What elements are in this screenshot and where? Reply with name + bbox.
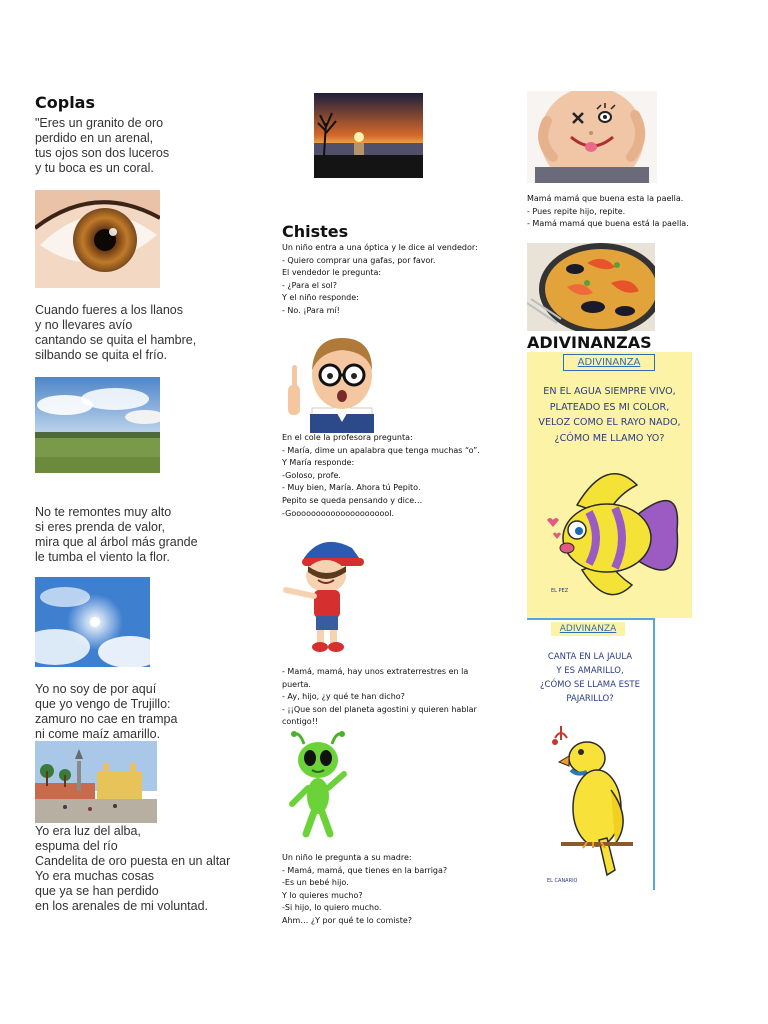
adivinanzas-title: ADIVINANZAS xyxy=(527,333,652,352)
copla-verse-3: No te remontes muy alto si eres prenda de valor, mira que al árbol más grande le tumba el viento la flor. xyxy=(35,505,198,564)
copla-verse-1: "Eres un granito de oro perdido en un arenal, tus ojos son dos luceros y tu boca es un coral. xyxy=(35,116,170,175)
riddle-fish-line-4: ¿CÓMO ME LLAMO YO? xyxy=(554,432,665,444)
riddle-fish-header: ADIVINANZA xyxy=(563,354,655,371)
field-photo xyxy=(35,377,160,473)
riddle-fish-caption: EL PEZ xyxy=(551,588,569,594)
paella-photo xyxy=(527,243,655,331)
copla-verse-2: Cuando fueres a los llanos y no llevares avío cantando se quita el hambre, silbando se quita el frío. xyxy=(35,303,197,362)
joke-5: Mamá mamá que buena esta la paella. - Pues repite hijo, repite. - Mamá mamá que buena está la paella. xyxy=(527,194,689,229)
riddle-canary-caption: EL CANARIO xyxy=(547,878,578,884)
glasses-boy-illustration xyxy=(282,330,380,433)
copla-verse-4: Yo no soy de por aquí que yo vengo de Trujillo: zamuro no cae en trampa ni come maíz amarillo. xyxy=(35,682,178,741)
belly-photo xyxy=(527,91,657,183)
joke-2: En el cole la profesora pregunta: - María, dime un apalabra que tenga muchas “o”. Y María responde: -Goloso, profe. - Muy bien, María. Ahora tú Pepito. Pepito se queda pensando y dice… -Gooooooooooooooooooool. xyxy=(282,433,480,518)
riddle-fish-line-1: EN EL AGUA SIEMPRE VIVO, xyxy=(543,386,676,397)
eye-photo xyxy=(35,190,160,288)
riddle-canary-line-3: ¿CÓMO SE LLAMA ESTE xyxy=(540,680,640,690)
cartoon-boy-illustration xyxy=(282,530,366,655)
riddle-canary-line-4: PAJARILLO? xyxy=(566,694,614,704)
riddle-card-canary xyxy=(527,618,655,890)
chistes-title: Chistes xyxy=(282,222,349,241)
canary-illustration xyxy=(541,720,641,880)
riddle-canary-line-2: Y ES AMARILLO, xyxy=(556,666,624,676)
coplas-title: Coplas xyxy=(35,93,95,112)
sunset-photo xyxy=(314,93,423,178)
plaza-photo xyxy=(35,741,157,823)
riddle-canary-line-1: CANTA EN LA JAULA xyxy=(547,652,633,662)
joke-3: - Mamá, mamá, hay unos extraterrestres en la puerta. - Ay, hijo, ¿y qué te han dicho? - ¡¡Que son del planeta agostini y quieren hablar contigo!! xyxy=(282,667,477,727)
joke-4: Un niño le pregunta a su madre: - Mamá, mamá, que tienes en la barriga? -Es un bebé hijo. Y lo quieres mucho? -Si hijo, lo quiero mucho. Ahm… ¿Y por qué te lo comiste? xyxy=(282,853,448,925)
riddle-card-fish xyxy=(527,352,692,618)
joke-1: Un niño entra a una óptica y le dice al vendedor: - Quiero comprar una gafas, por favor. El vendedor le pregunta: - ¿Para el sol? Y el niño responde: - No. ¡Para mí! xyxy=(282,243,478,315)
riddle-fish-line-2: PLATEADO ES MI COLOR, xyxy=(549,401,670,413)
riddle-fish-line-3: VELOZ COMO EL RAYO NADO, xyxy=(538,417,681,428)
sky-photo xyxy=(35,577,150,667)
copla-verse-5: Yo era luz del alba, espuma del río Candelita de oro puesta en un altar Yo era muchas cosas que ya se han perdido en los arenales de mi voluntad. xyxy=(35,824,231,913)
alien-illustration xyxy=(282,730,354,840)
riddle-canary-header: ADIVINANZA xyxy=(551,622,625,636)
